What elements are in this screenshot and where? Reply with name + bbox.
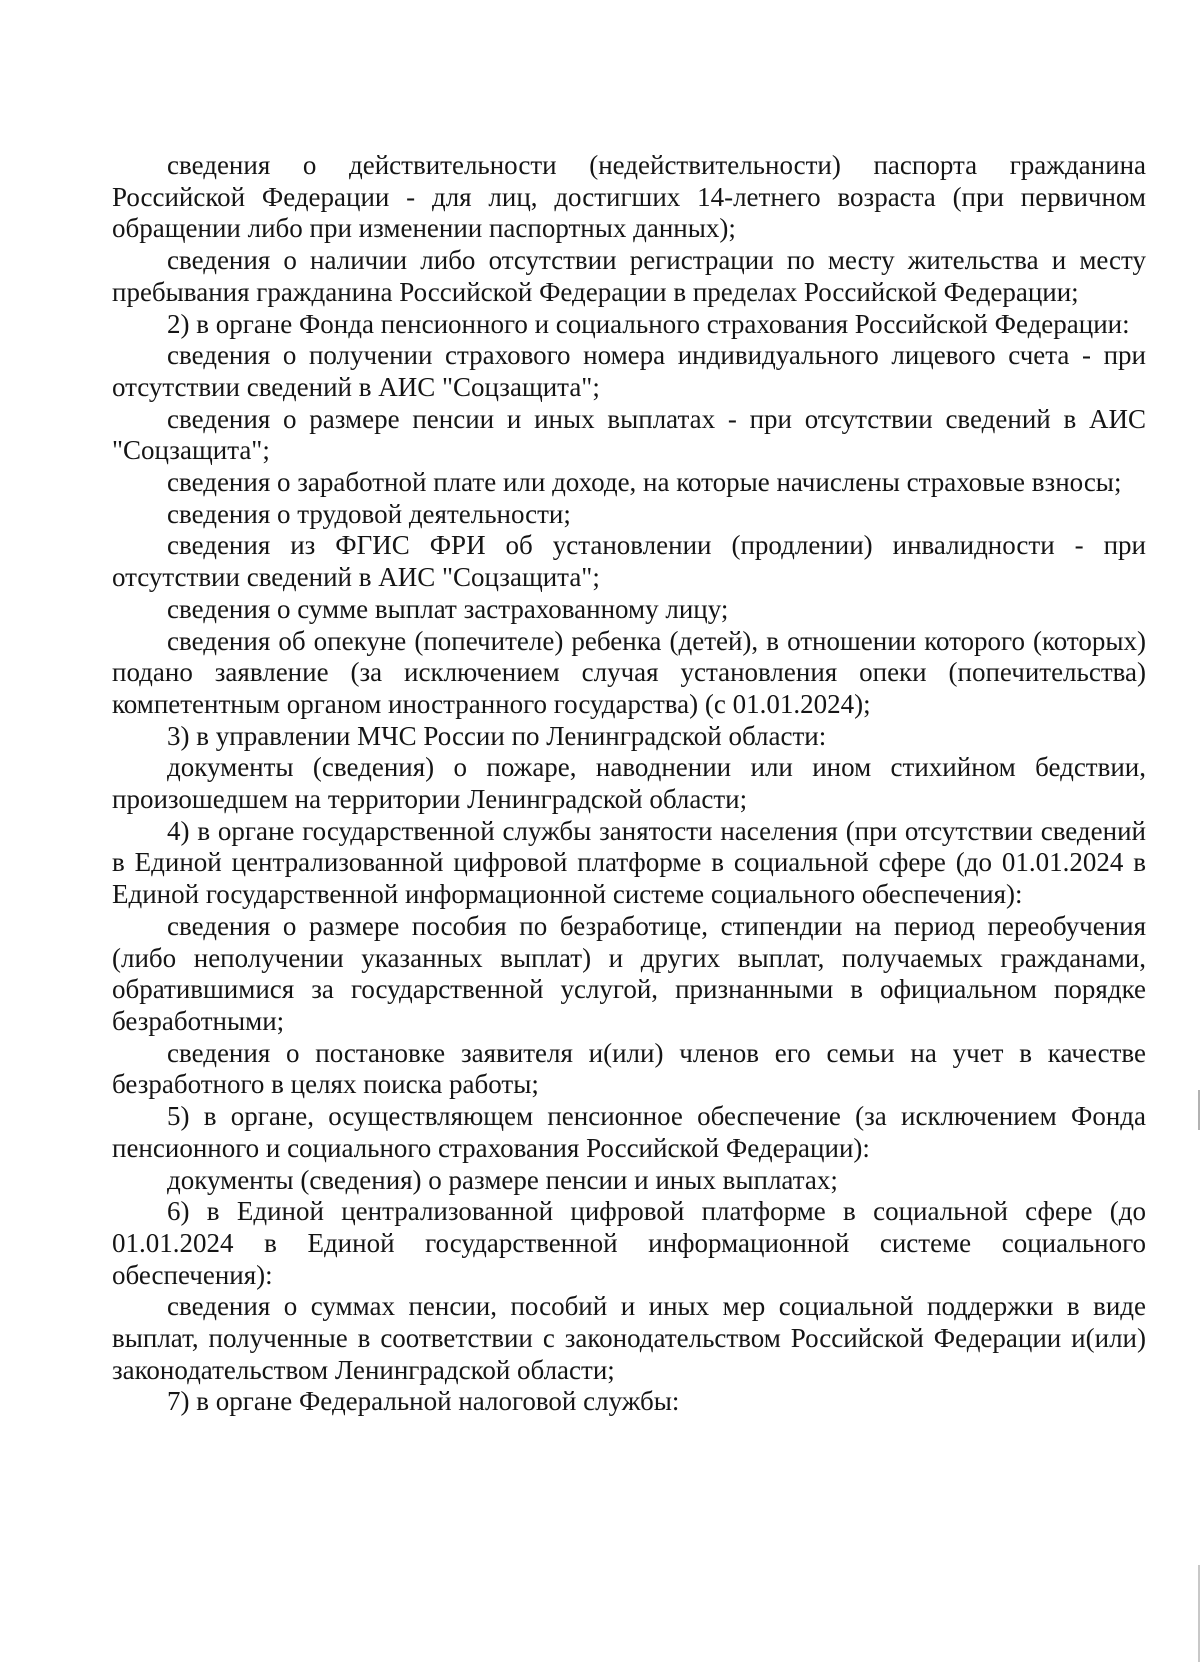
paragraph: сведения о действительности (недействительности) паспорта гражданина Российской Федерации - для лиц, достигших 14-летнего возраста (при первичном обращении либо при изменении паспортных данных); [112,150,1146,244]
paragraph: сведения о трудовой деятельности; [167,498,571,529]
paragraph: 5) в органе, осуществляющем пенсионное обеспечение (за исключением Фонда пенсионного и социального страхования Российской Федерации): [112,1101,1146,1163]
paragraph: сведения из ФГИС ФРИ об установлении (продлении) инвалидности - при отсутствии сведений в АИС "Соцзащита"; [112,530,1146,593]
paragraph: сведения о размере пенсии и иных выплатах - при отсутствии сведений в АИС "Соцзащита"; [112,403,1146,466]
paragraph: сведения о сумме выплат застрахованному лицу; [167,593,729,624]
paragraph: 7) в органе Федеральной налоговой службы: [167,1386,680,1417]
paragraph: сведения об опекуне (попечителе) ребенка (детей), в отношении которого (которых) подано заявление (за исключением случая установления опеки (попечительства) компетентным органом иностранного государства) (с 01.01.2024); [112,625,1146,719]
paragraph: сведения о постановке заявителя и(или) членов его семьи на учет в качестве безработного в целях поиска работы; [112,1037,1146,1100]
paragraph: 2) в органе Фонда пенсионного и социального страхования Российской Федерации: [167,308,1130,339]
paragraph: 6) в Единой централизованной цифровой платформе в социальной сфере (до 01.01.2024 в Единой государственной информационной системе социального обеспечения): [112,1196,1146,1290]
paragraph: сведения о размере пособия по безработице, стипендии на период переобучения (либо неполучении указанных выплат) и других выплат, получаемых гражданами, обратившимися за государственной услугой, признанными в официальном порядке безработными; [112,910,1146,1036]
paragraph: документы (сведения) о пожаре, наводнении или ином стихийном бедствии, произошедшем на территории Ленинградской области; [112,752,1146,815]
paragraph: сведения о суммах пенсии, пособий и иных мер социальной поддержки в виде выплат, полученные в соответствии с законодательством Российской Федерации и(или) законодательством Ленинградской области; [112,1291,1146,1385]
paragraph: сведения о наличии либо отсутствии регистрации по месту жительства и месту пребывания гражданина Российской Федерации в пределах Российской Федерации; [112,245,1146,307]
paragraph: документы (сведения) о размере пенсии и иных выплатах; [167,1164,838,1195]
paragraph: 4) в органе государственной службы занятости населения (при отсутствии сведений в Единой централизованной цифровой платформе в социальной сфере (до 01.01.2024 в Единой государственной информационной системе социального обеспечения): [112,815,1146,910]
paragraph: сведения о заработной плате или доходе, на которые начислены страховые взносы; [167,467,1122,498]
paragraph: 3) в управлении МЧС России по Ленинградской области: [167,720,827,751]
paragraph: сведения о получении страхового номера индивидуального лицевого счета - при отсутствии сведений в АИС "Соцзащита"; [112,340,1146,402]
document-body [112,150,1146,1418]
